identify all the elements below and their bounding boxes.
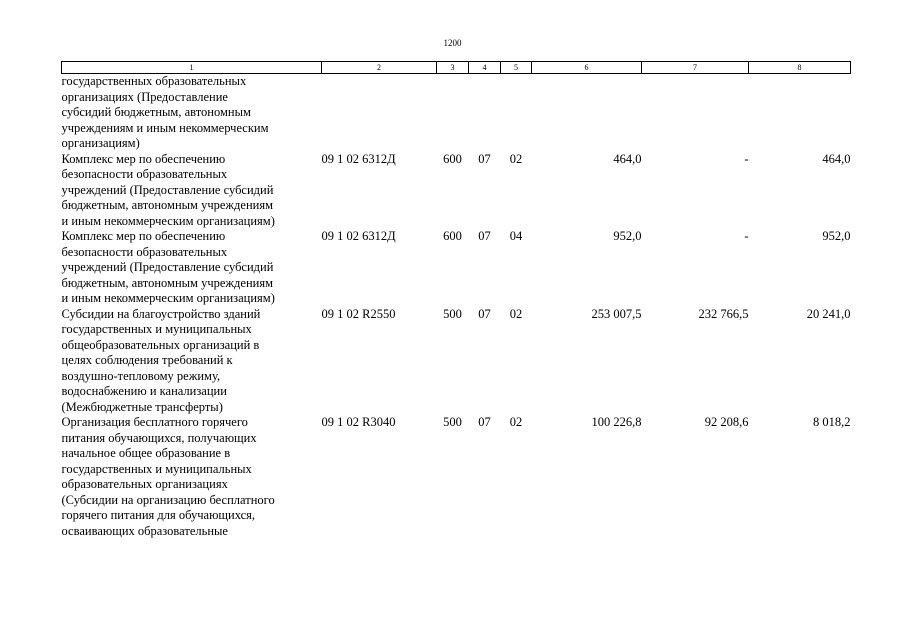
row-name-line: начальное общее образование в [61,446,231,460]
row-name [62,152,322,230]
row-regional [749,74,851,152]
row-federal: - [744,151,749,166]
row-total: 100 226,8 [591,415,642,429]
row-name-line: организациях (Предоставление [61,89,228,104]
row-subsection: 04 [509,229,523,243]
row-name-line: Комплекс мер по обеспечению [61,151,226,166]
row-regional: 952,0 [822,229,851,243]
column-header-5: 5 [501,62,532,74]
row-name-line: учреждениям и иным некоммерческим [61,120,269,135]
row-type: 600 [443,229,462,243]
table-row [62,152,851,230]
row-name-line: Организация бесплатного горячего [61,415,248,429]
row-name-line: образовательных организациях [61,477,228,491]
row-federal: 92 208,6 [704,415,749,429]
row-subsection: 02 [509,306,523,321]
row-name-line: и иным некоммерческим организациям) [61,291,275,305]
row-code: 09 1 02 6312Д [321,229,396,243]
row-type: 600 [443,151,462,166]
row-name-line: безопасности образовательных [61,167,228,181]
row-regional: 20 241,0 [806,306,851,321]
row-section [469,74,501,152]
row-code: 09 1 02 R3040 [321,415,396,429]
row-name-line: государственных и муниципальных [61,461,252,476]
row-name-line: (Межбюджетные трансферты) [61,399,223,414]
row-name-line: Субсидии на благоустройство зданий [61,306,261,321]
table-row [62,229,851,307]
row-name-line: осваивающих образовательные [61,523,228,538]
row-name-line: безопасности образовательных [61,244,228,259]
row-regional: 8 018,2 [813,415,851,429]
row-name-line: государственных образовательных [61,74,247,88]
header-row [62,62,851,74]
row-name-line: водоснабжению и канализации [61,384,227,398]
row-section: 07 [478,306,491,321]
column-header-6: 6 [532,62,642,74]
row-type: 500 [443,415,462,429]
row-federal [642,74,749,152]
row-name-line: государственных и муниципальных [61,322,252,336]
row-subsection [501,74,532,152]
row-type: 500 [443,306,462,321]
column-header-1: 1 [62,62,322,74]
row-name-line: горячего питания для обучающихся, [61,508,256,522]
column-header-8: 8 [749,62,851,74]
row-type [437,74,469,152]
row-code: 09 1 02 R2550 [321,306,396,321]
row-name-line: целях соблюдения требований к [61,353,233,367]
row-name-line: бюджетным, автономным учреждениям [61,198,273,212]
row-name-line: общеобразовательных организаций в [61,337,260,352]
row-name-line: учреждений (Предоставление субсидий [61,182,274,197]
row-name [62,74,322,152]
row-name-line: Комплекс мер по обеспечению [61,229,226,243]
table-row [62,74,851,152]
row-name [62,307,322,416]
row-name-line: субсидий бюджетным, автономным [61,105,251,119]
column-header-7: 7 [642,62,749,74]
row-total: 952,0 [613,229,642,243]
row-code [322,74,437,152]
row-code: 09 1 02 6312Д [321,151,396,166]
row-subsection: 02 [509,151,523,166]
row-name-line: учреждений (Предоставление субсидий [61,260,274,274]
page-number: 1200 [443,38,462,48]
column-header-2: 2 [322,62,437,74]
row-regional: 464,0 [822,151,851,166]
row-name-line: организациям) [61,136,140,150]
table-row [62,415,851,539]
table-body [62,74,851,540]
row-name [62,415,322,539]
row-federal: - [744,229,749,243]
row-name-line: воздушно-тепловому режиму, [61,368,221,383]
column-header-4: 4 [469,62,501,74]
row-name-line: питания обучающихся, получающих [61,430,257,445]
row-section: 07 [478,415,491,429]
row-total: 464,0 [613,151,642,166]
row-name-line: и иным некоммерческим организациям) [61,213,275,228]
table-header [62,62,851,74]
row-federal: 232 766,5 [698,306,749,321]
row-section: 07 [478,229,491,243]
row-section: 07 [478,151,491,166]
budget-table [61,61,851,539]
column-header-3: 3 [437,62,469,74]
row-name-line: бюджетным, автономным учреждениям [61,275,273,290]
table-row [62,307,851,416]
row-subsection: 02 [509,415,523,429]
row-total: 253 007,5 [591,306,642,321]
row-name [62,229,322,307]
row-name-line: (Субсидии на организацию бесплатного [61,492,275,507]
row-total [532,74,642,152]
